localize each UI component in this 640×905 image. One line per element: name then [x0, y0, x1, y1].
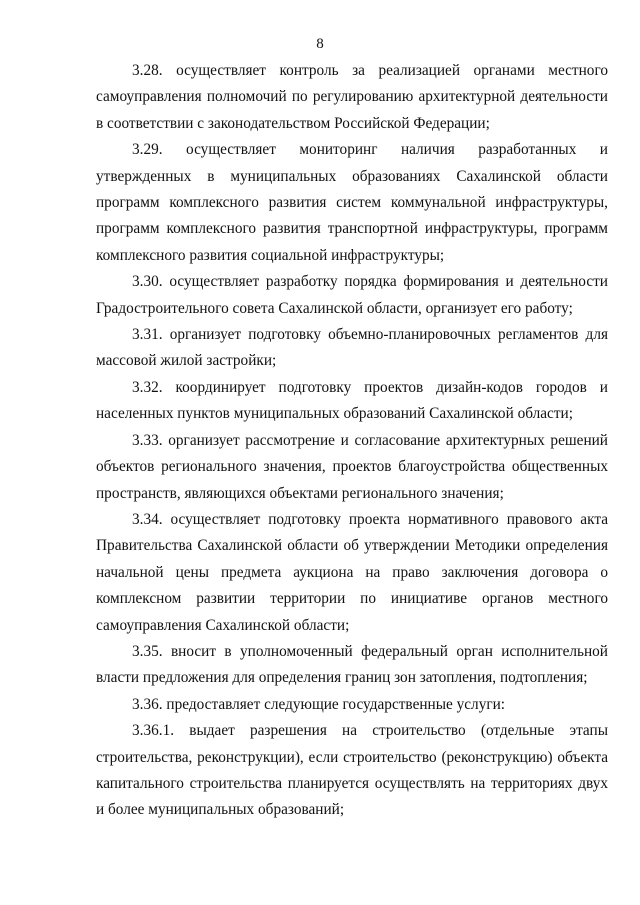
page-number: 8: [316, 36, 324, 52]
paragraph-3-33: 3.33. организует рассмотрение и согласование архитектурных решений объектов регионального значения, проектов благоустройства общественных пространств, являющихся объектами регионального значения;: [96, 431, 608, 502]
paragraph-3-31: 3.31. организует подготовку объемно-планировочных регламентов для массовой жилой застройки;: [96, 326, 608, 370]
paragraph-3-30: 3.30. осуществляет разработку порядка формирования и деятельности Градостроительного совета Сахалинской области, организует его работу;: [96, 273, 608, 317]
document-body: [96, 58, 608, 824]
paragraph-3-36-1: 3.36.1. выдает разрешения на строительство (отдельные этапы строительства, реконструкции), если строительство (реконструкцию) объекта капитального строительства планируется осуществлять на территориях двух и более муниципальных образований;: [96, 722, 608, 819]
paragraph-3-28: 3.28. осуществляет контроль за реализацией органами местного самоуправления полномочий по регулированию архитектурной деятельности в соответствии с законодательством Российской Федерации;: [96, 62, 608, 132]
paragraph-3-32: 3.32. координирует подготовку проектов дизайн-кодов городов и населенных пунктов муниципальных образований Сахалинской области;: [96, 378, 608, 423]
paragraph-3-34: 3.34. осуществляет подготовку проекта нормативного правового акта Правительства Сахалинской области об утверждении Методики определения начальной цены предмета аукциона на право заключения договора о комплексном развитии территории по инициативе органов местного самоуправления Сахалинской области;: [96, 510, 608, 634]
paragraph-3-36: 3.36. предоставляет следующие государственные услуги:: [132, 695, 506, 713]
paragraph-3-29: 3.29. осуществляет мониторинг наличия разработанных и утвержденных в муниципальных образованиях Сахалинской области программ комплексного развития систем коммунальной инфраструктуры, программ комплексного развития транспортной инфраструктуры, программ комплексного развития социальной инфраструктуры;: [96, 141, 608, 264]
paragraph-3-35: 3.35. вносит в уполномоченный федеральный орган исполнительной власти предложения для определения границ зон затопления, подтопления;: [96, 642, 608, 687]
